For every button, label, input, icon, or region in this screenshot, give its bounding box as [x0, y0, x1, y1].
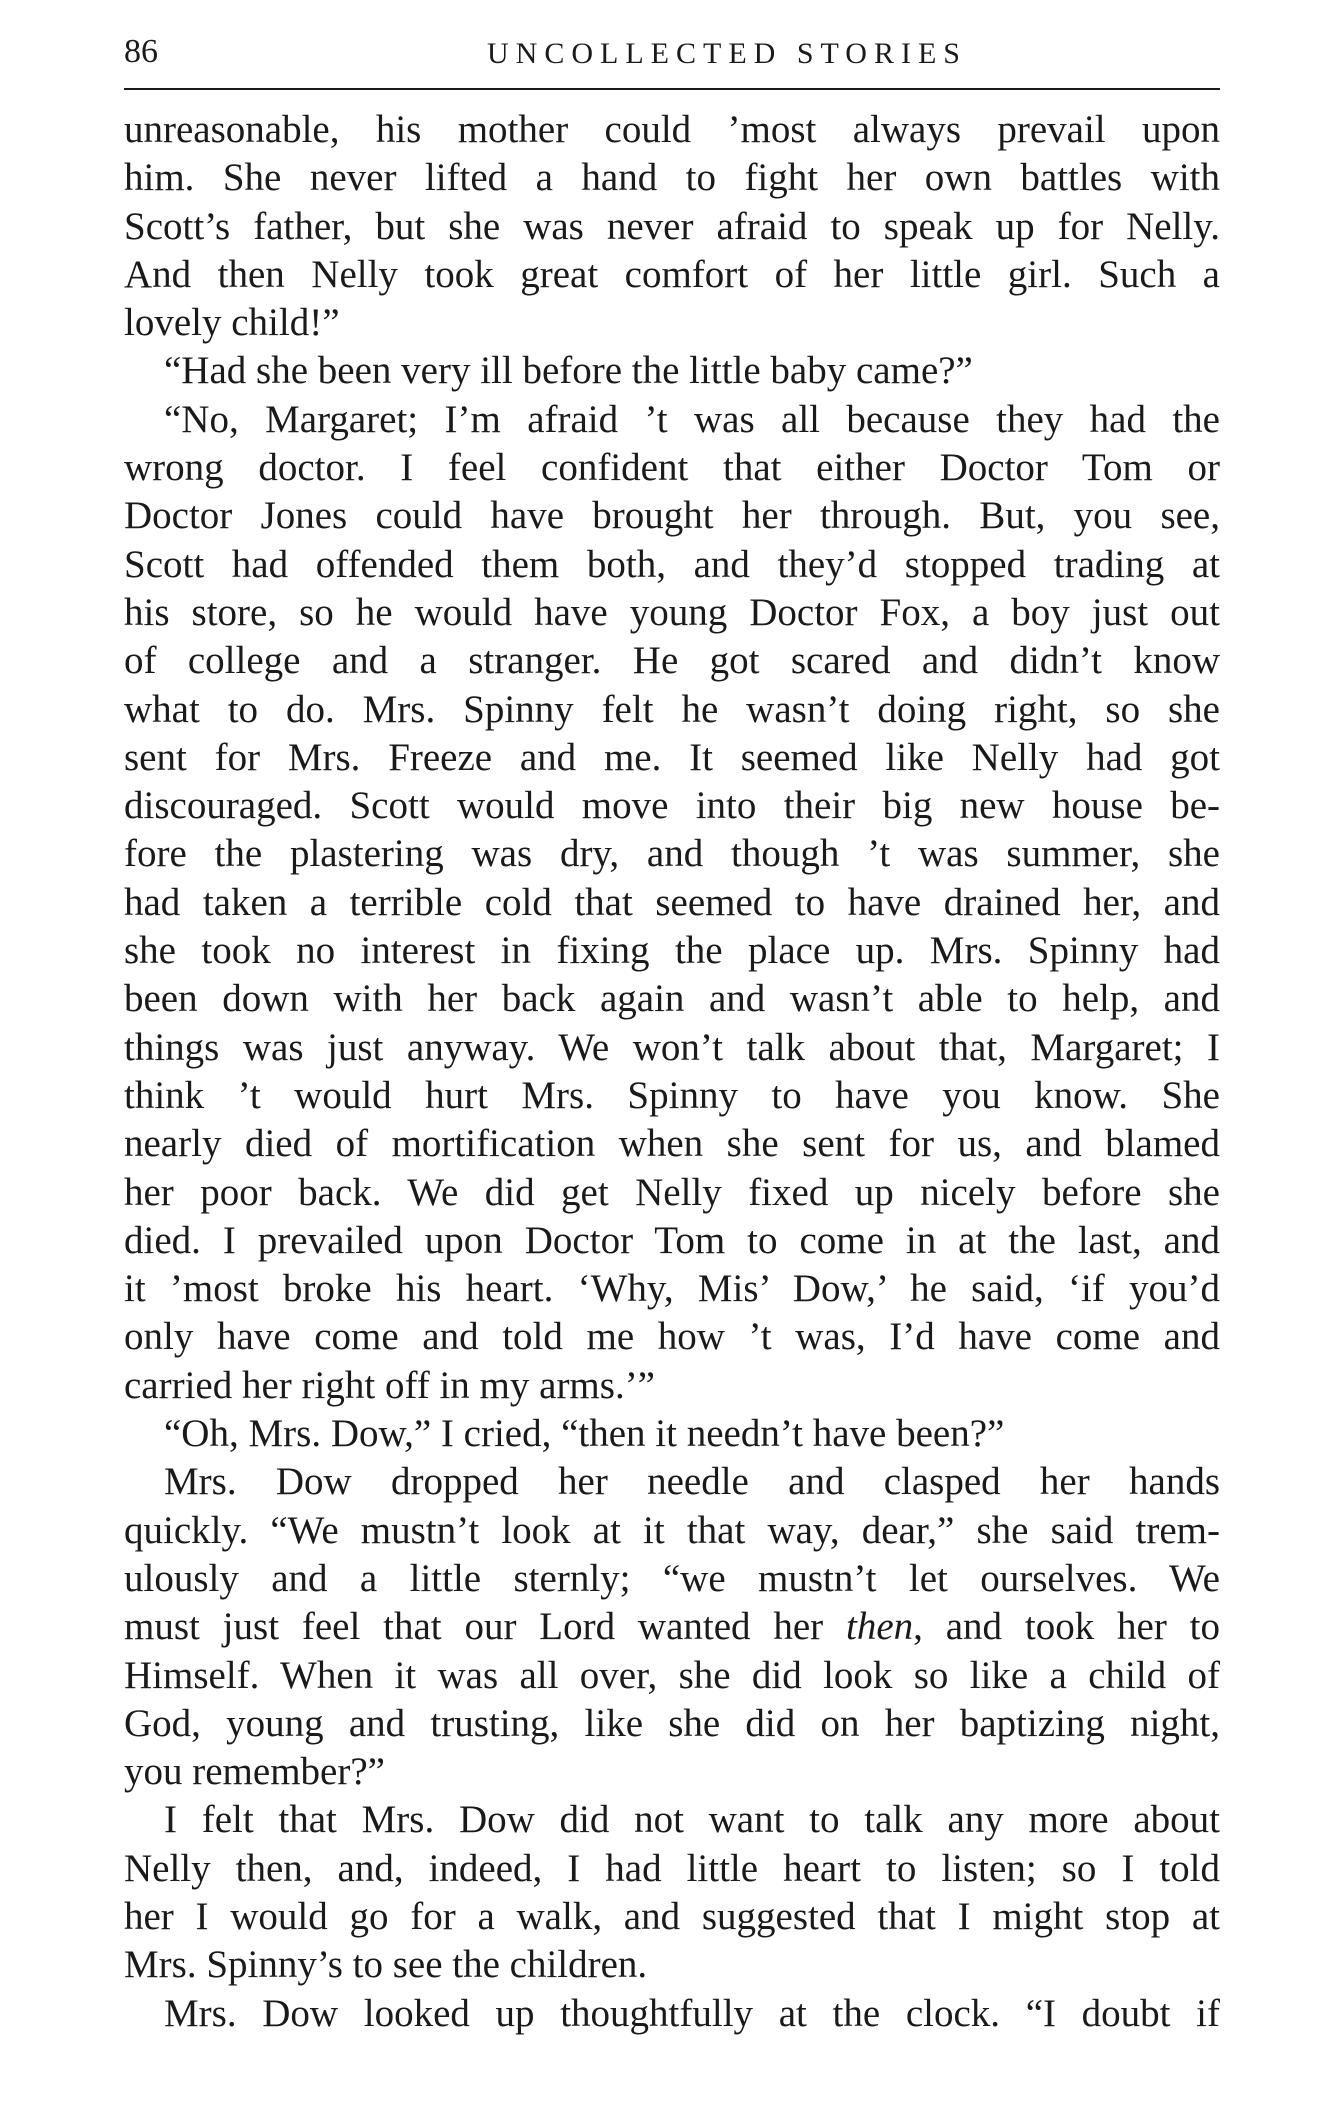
text-line: had taken a terrible cold that seemed to have drained her, and	[124, 880, 1220, 924]
running-head	[124, 28, 1220, 78]
body-text	[124, 106, 1220, 2038]
text-line: think ’t would hurt Mrs. Spinny to have you know. She	[124, 1073, 1220, 1117]
text-line: “No, Margaret; I’m afraid ’t was all because they had the	[164, 397, 1220, 441]
text-line-segment: must just feel that our Lord wanted her	[124, 1605, 846, 1649]
text-line: died. I prevailed upon Doctor Tom to come in at the last, and	[124, 1218, 1220, 1262]
text-line: you remember?”	[124, 1750, 385, 1794]
text-line: wrong doctor. I feel confident that either Doctor Tom or	[124, 446, 1220, 490]
text-line: I felt that Mrs. Dow did not want to talk any more about	[164, 1798, 1220, 1842]
text-line: things was just anyway. We won’t talk about that, Margaret; I	[124, 1025, 1220, 1069]
running-title: UNCOLLECTED STORIES	[487, 37, 967, 70]
text-line: “Oh, Mrs. Dow,” I cried, “then it needn’t have been?”	[164, 1412, 1005, 1456]
text-line: Scott’s father, but she was never afraid to speak up for Nelly.	[124, 204, 1220, 248]
text-line: Scott had offended them both, and they’d stopped trading at	[124, 542, 1220, 586]
text-line: And then Nelly took great comfort of her little girl. Such a	[124, 252, 1220, 296]
text-line: Mrs. Spinny’s to see the children.	[124, 1943, 648, 1987]
text-line: “Had she been very ill before the little baby came?”	[164, 349, 973, 393]
text-line: unreasonable, his mother could ’most always prevail upon	[124, 108, 1220, 151]
text-line: what to do. Mrs. Spinny felt he wasn’t doing right, so she	[124, 687, 1220, 731]
text-line: Himself. When it was all over, she did look so like a child of	[124, 1653, 1220, 1697]
text-line: she took no interest in fixing the place up. Mrs. Spinny had	[124, 929, 1220, 973]
text-line: carried her right off in my arms.’”	[124, 1363, 655, 1407]
text-line: lovely child!”	[124, 301, 340, 345]
text-line-segment: , and took her to	[913, 1605, 1220, 1649]
text-line: nearly died of mortification when she sent for us, and blamed	[124, 1122, 1220, 1166]
text-line: his store, so he would have young Doctor Fox, a boy just out	[124, 590, 1220, 634]
text-line: of college and a stranger. He got scared and didn’t know	[124, 639, 1220, 683]
text-line: Mrs. Dow dropped her needle and clasped her hands	[164, 1460, 1220, 1504]
text-line: Mrs. Dow looked up thoughtfully at the clock. “I doubt if	[164, 1991, 1220, 2035]
text-line: him. She never lifted a hand to fight her own battles with	[124, 156, 1220, 200]
text-line: her I would go for a walk, and suggested that I might stop at	[124, 1894, 1220, 1938]
text-line: been down with her back again and wasn’t able to help, and	[124, 977, 1220, 1021]
page-number: 86	[124, 33, 158, 70]
text-line: ulously and a little sternly; “we mustn’t let ourselves. We	[124, 1556, 1220, 1600]
header-rule	[124, 88, 1220, 90]
text-line: only have come and told me how ’t was, I’d have come and	[124, 1315, 1220, 1359]
text-line: Doctor Jones could have brought her through. But, you see,	[124, 494, 1220, 538]
text-line	[124, 1603, 1220, 1651]
italic-word: then	[845, 1605, 914, 1649]
text-line: discouraged. Scott would move into their big new house be-	[124, 784, 1220, 828]
text-line: her poor back. We did get Nelly fixed up nicely before she	[124, 1170, 1220, 1214]
text-line: God, young and trusting, like she did on her baptizing night,	[124, 1701, 1220, 1745]
text-line: sent for Mrs. Freeze and me. It seemed like Nelly had got	[124, 735, 1220, 779]
text-line: Nelly then, and, indeed, I had little heart to listen; so I told	[124, 1846, 1220, 1890]
text-line: fore the plastering was dry, and though ’t was summer, she	[124, 832, 1220, 876]
text-line: quickly. “We mustn’t look at it that way, dear,” she said trem-	[124, 1508, 1220, 1552]
text-line: it ’most broke his heart. ‘Why, Mis’ Dow,’ he said, ‘if you’d	[124, 1267, 1220, 1311]
